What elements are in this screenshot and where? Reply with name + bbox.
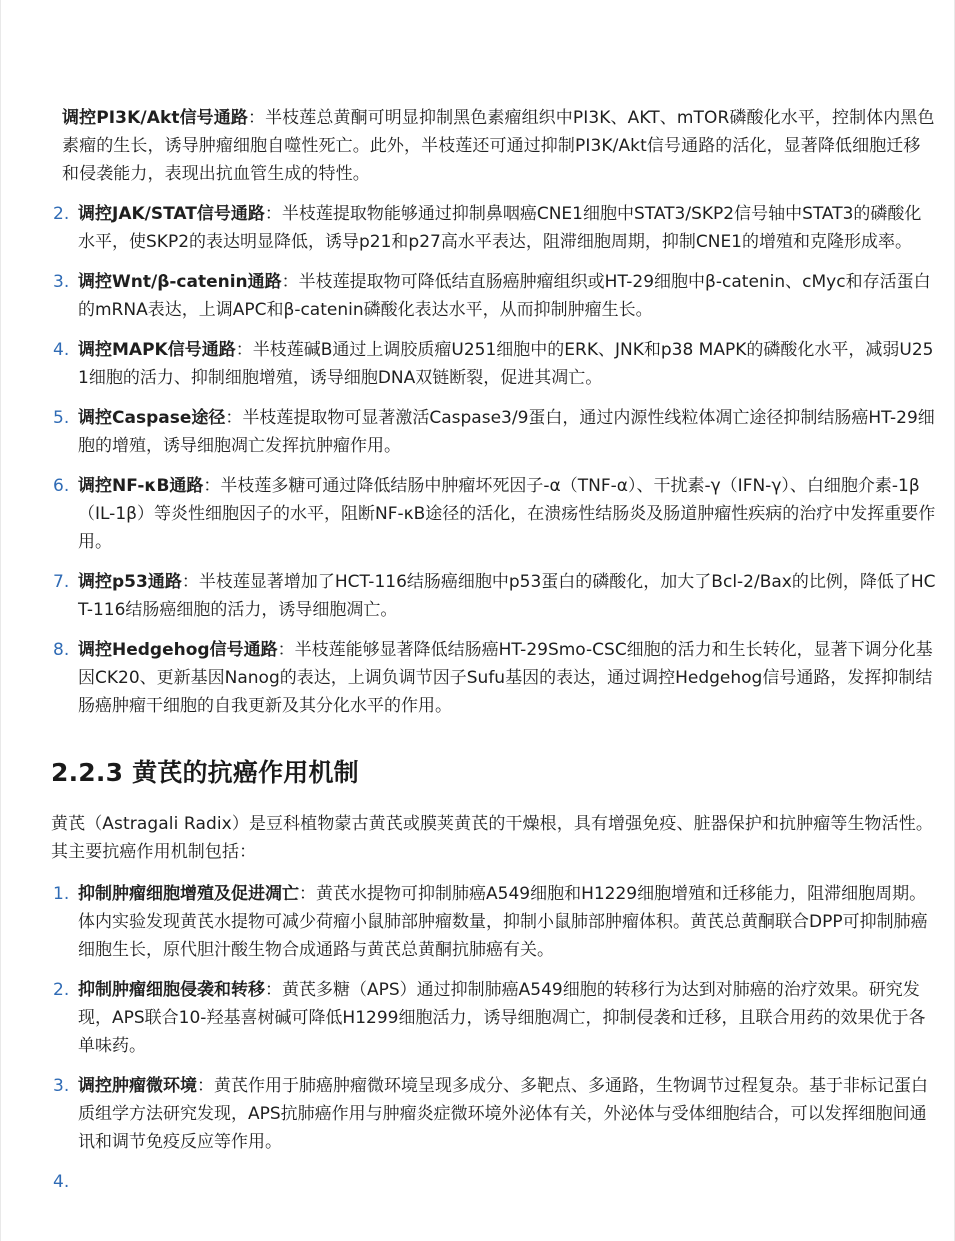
- list-item-title: 调控肿瘤微环境: [78, 1076, 197, 1096]
- list-number: 3.: [53, 1076, 70, 1096]
- pathway-list: [51, 200, 936, 720]
- list-number: 8.: [53, 640, 70, 660]
- list-number: 1.: [53, 884, 70, 904]
- list-item-text: ：黄芪多糖（APS）通过抑制肺癌A549细胞的转移行为达到对肺癌的治疗效果。研究发现，APS联合10-羟基喜树碱可降低H1299细胞活力，诱导细胞凋亡，抑制侵袭和迁移，且联合用药的效果优于各单味药。: [78, 980, 926, 1056]
- list-item: [51, 472, 936, 556]
- list-item: [51, 1072, 936, 1156]
- list-number: 4.: [53, 1172, 70, 1192]
- list-item: [51, 268, 936, 324]
- list-item: [51, 336, 936, 392]
- lead-text: ：半枝莲总黄酮可明显抑制黑色素瘤组织中PI3K、AKT、mTOR磷酸化水平，控制体内黑色素瘤的生长，诱导肿瘤细胞自噬性死亡。此外，半枝莲还可通过抑制PI3K/Akt信号通路的活化，显著降低细胞迁移和侵袭能力，表现出抗血管生成的特性。: [62, 108, 935, 184]
- list-item: [51, 200, 936, 256]
- lead-paragraph: [51, 104, 936, 188]
- section-intro: 黄芪（Astragali Radix）是豆科植物蒙古黄芪或膜荚黄芪的干燥根，具有增强免疫、脏器保护和抗肿瘤等生物活性。其主要抗癌作用机制包括：: [51, 814, 933, 862]
- list-item-text: ：黄芪水提物可抑制肺癌A549细胞和H1229细胞增殖和迁移能力，阻滞细胞周期。体内实验发现黄芪水提物可减少荷瘤小鼠肺部肿瘤数量，抑制小鼠肺部肿瘤体积。黄芪总黄酮联合DPP可抑制肺癌细胞生长，原代胆汁酸生物合成通路与黄芪总黄酮抗肺癌有关。: [78, 884, 928, 960]
- list-item-text: ：半枝莲显著增加了HCT-116结肠癌细胞中p53蛋白的磷酸化，加大了Bcl-2/Bax的比例，降低了HCT-116结肠癌细胞的活力，诱导细胞凋亡。: [78, 572, 936, 620]
- list-item-text: ：半枝莲能够显著降低结肠癌HT-29Smo-CSC细胞的活力和生长转化，显著下调分化基因CK20、更新基因Nanog的表达，上调负调节因子Sufu基因的表达，通过调控Hedgehog信号通路，发挥抑制结肠癌肿瘤干细胞的自我更新及其分化水平的作用。: [78, 640, 933, 716]
- section-heading: 2.2.3 黄芪的抗癌作用机制: [51, 758, 359, 787]
- list-item: [51, 976, 936, 1060]
- list-number: 6.: [53, 476, 70, 496]
- list-item-text: ：半枝莲碱B通过上调胶质瘤U251细胞中的ERK、JNK和p38 MAPK的磷酸化水平，减弱U251细胞的活力、抑制细胞增殖，诱导细胞DNA双链断裂，促进其凋亡。: [78, 340, 934, 388]
- list-item-title: 调控p53通路: [78, 572, 182, 592]
- list-number: 7.: [53, 572, 70, 592]
- list-number: 3.: [53, 272, 70, 292]
- list-item-text: ：半枝莲提取物可降低结直肠癌肿瘤组织或HT-29细胞中β-catenin、cMyc和存活蛋白的mRNA表达，上调APC和β-catenin磷酸化表达水平，从而抑制肿瘤生长。: [78, 272, 931, 320]
- list-item: [51, 404, 936, 460]
- list-item-title: 调控Hedgehog信号通路: [78, 640, 278, 660]
- list-item-text: ：半枝莲提取物能够通过抑制鼻咽癌CNE1细胞中STAT3/SKP2信号轴中STAT3的磷酸化水平，使SKP2的表达明显降低，诱导p21和p27高水平表达，阻滞细胞周期，抑制CNE1的增殖和克隆形成率。: [78, 204, 922, 252]
- lead-title: 调控PI3K/Akt信号通路: [62, 108, 248, 128]
- document-content: [51, 104, 936, 1192]
- list-item: [51, 568, 936, 624]
- list-number: 2.: [53, 204, 70, 224]
- list-number: 2.: [53, 980, 70, 1000]
- list-item-text: ：黄芪作用于肺癌肿瘤微环境呈现多成分、多靶点、多通路，生物调节过程复杂。基于非标记蛋白质组学方法研究发现，APS抗肺癌作用与肿瘤炎症微环境外泌体有关，外泌体与受体细胞结合，可以发挥细胞间通讯和调节免疫反应等作用。: [78, 1076, 928, 1152]
- list-number: 4.: [53, 340, 70, 360]
- list-item-text: ：半枝莲多糖可通过降低结肠中肿瘤坏死因子-α（TNF-α）、干扰素-γ（IFN-γ）、白细胞介素-1β（IL-1β）等炎性细胞因子的水平，阻断NF-κB途径的活化，在溃疡性结肠炎及肠道肿瘤性疾病的治疗中发挥重要作用。: [78, 476, 936, 552]
- list-item-title: 调控JAK/STAT信号通路: [78, 204, 265, 224]
- list-item-title: 调控Wnt/β-catenin通路: [78, 272, 282, 292]
- list-item-title: 调控Caspase途径: [78, 408, 226, 428]
- list-item-title: 抑制肿瘤细胞增殖及促进凋亡: [78, 884, 299, 904]
- list-item-title: 调控MAPK信号通路: [78, 340, 236, 360]
- mechanism-list: [51, 880, 936, 1192]
- list-item: [51, 880, 936, 964]
- list-item-title: 抑制肿瘤细胞侵袭和转移: [78, 980, 265, 1000]
- list-item-title: 调控NF-κB通路: [78, 476, 204, 496]
- list-item: [51, 636, 936, 720]
- list-item-text: ：半枝莲提取物可显著激活Caspase3/9蛋白，通过内源性线粒体凋亡途径抑制结肠癌HT-29细胞的增殖，诱导细胞凋亡发挥抗肿瘤作用。: [78, 408, 935, 456]
- list-number: 5.: [53, 408, 70, 428]
